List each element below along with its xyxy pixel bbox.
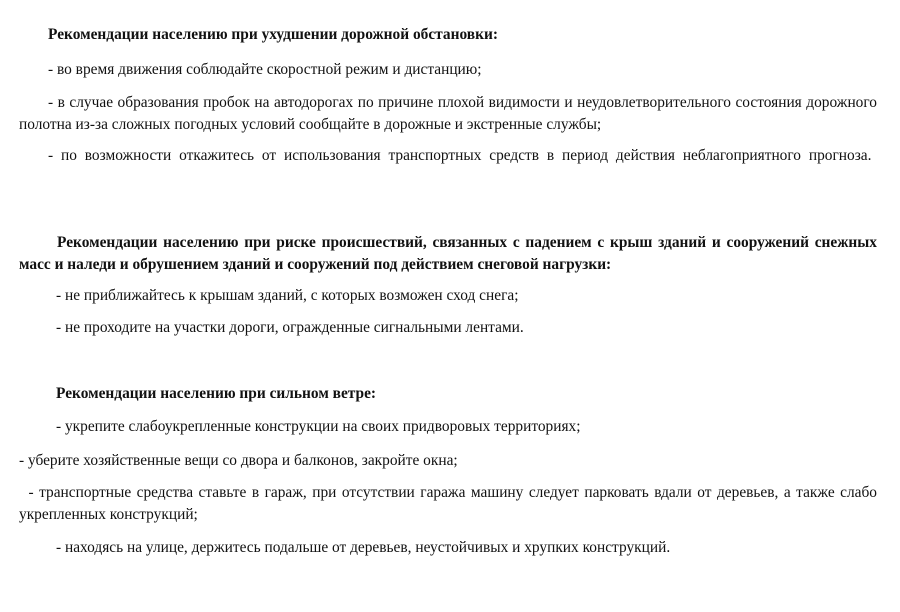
list-item: - не проходите на участки дороги, огражденные сигнальными лентами. xyxy=(56,319,524,336)
list-item: - по возможности откажитесь от использования транспортных средств в период действия неблагоприятного прогноза. xyxy=(48,147,872,164)
list-item: - уберите хозяйственные вещи со двора и балконов, закройте окна; xyxy=(19,452,458,469)
section-heading-strong-wind: Рекомендации населению при сильном ветре: xyxy=(56,385,377,402)
section-heading-roof-snow: Рекомендации населению при риске происшествий, связанных с падением с крыш зданий и сооружений снежных масс и наледи и обрушением зданий и сооружений под действием снеговой нагрузки: xyxy=(19,234,877,273)
section-heading-road-conditions: Рекомендации населению при ухудшении дорожной обстановки: xyxy=(48,26,498,43)
list-item: - находясь на улице, держитесь подальше от деревьев, неустойчивых и хрупких конструкций. xyxy=(56,539,671,556)
list-item: - во время движения соблюдайте скоростной режим и дистанцию; xyxy=(48,61,482,78)
list-item: - укрепите слабоукрепленные конструкции на своих придворовых территориях; xyxy=(56,418,581,435)
list-item: - не приближайтесь к крышам зданий, с которых возможен сход снега; xyxy=(56,287,519,304)
list-item: - в случае образования пробок на автодорогах по причине плохой видимости и неудовлетворительного состояния дорожного полотна из-за сложных погодных условий сообщайте в дорожные и экстренные службы; xyxy=(19,94,877,133)
list-item: - транспортные средства ставьте в гараж, при отсутствии гаража машину следует парковать вдали от деревьев, а также слабо укрепленных конструкций; xyxy=(19,484,881,523)
